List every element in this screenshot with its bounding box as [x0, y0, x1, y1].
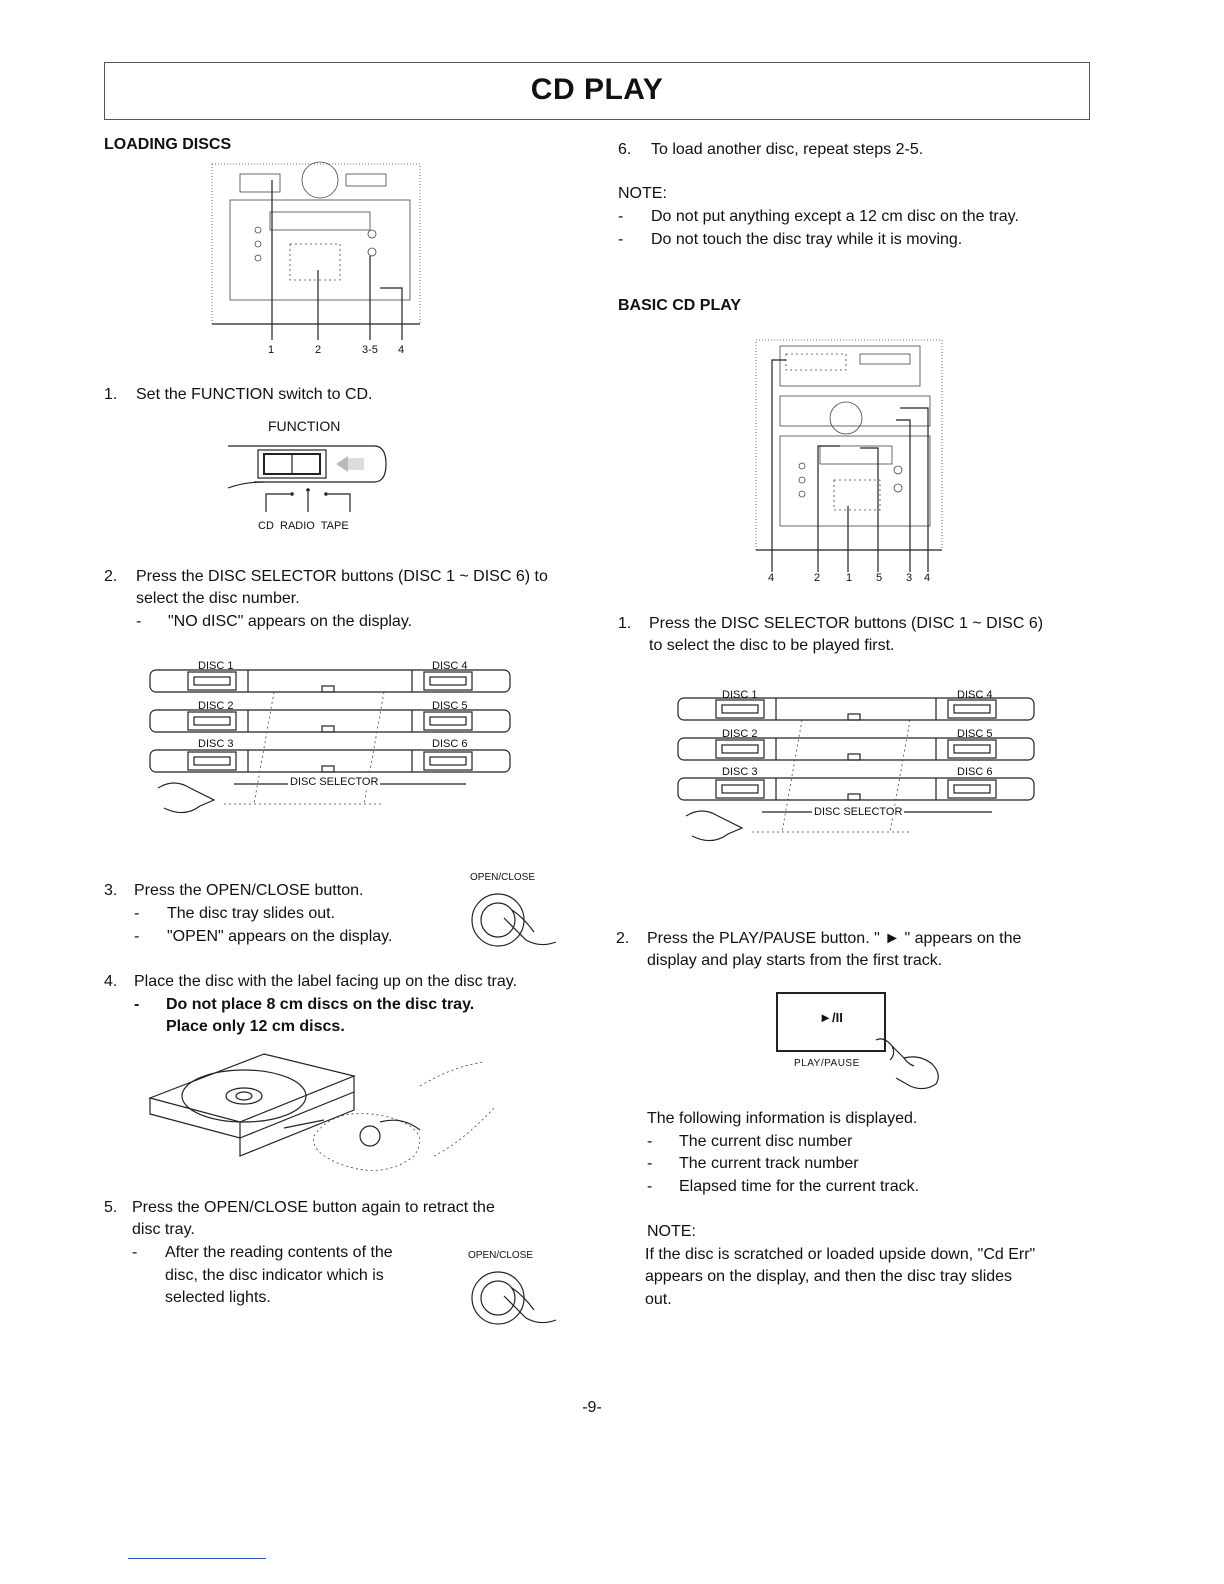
- section-title-basic-cd-play: BASIC CD PLAY: [618, 297, 741, 314]
- right-step2-text: Press the PLAY/PAUSE button. " ► " appears on the: [647, 930, 1022, 947]
- info-item3-text: Elapsed time for the current track.: [679, 1178, 920, 1195]
- info-item1-dash: -: [647, 1133, 653, 1150]
- page-number: -9-: [582, 1399, 602, 1416]
- right-disc3-label: DISC 3: [722, 766, 758, 778]
- right-step2-text-2: display and play starts from the first track.: [647, 952, 943, 969]
- step3-sub2-dash: -: [134, 928, 140, 945]
- step2-text: Press the DISC SELECTOR buttons (DISC 1 ~ DISC 6) to: [136, 568, 548, 585]
- step3-text: Press the OPEN/CLOSE button.: [134, 882, 364, 899]
- fig1-callout-2: 2: [315, 344, 322, 356]
- step3-number: 3.: [104, 882, 118, 899]
- step4-warning-2: Place only 12 cm discs.: [166, 1018, 345, 1035]
- step5-text: Press the OPEN/CLOSE button again to retract the: [132, 1199, 495, 1216]
- right-disc2-label: DISC 2: [722, 728, 758, 740]
- step6-number: 6.: [618, 141, 632, 158]
- note2-title: NOTE:: [647, 1223, 696, 1240]
- function-label: FUNCTION: [268, 418, 341, 434]
- step3-sub2-text: "OPEN" appears on the display.: [167, 928, 393, 945]
- left-disc3-label: DISC 3: [198, 738, 234, 750]
- fig2-callout-5: 5: [876, 572, 883, 584]
- pressing-hand-icon: [870, 1034, 950, 1094]
- step4-text: Place the disc with the label facing up on the disc tray.: [134, 973, 518, 990]
- info-item3-dash: -: [647, 1178, 653, 1195]
- step2-text-2: select the disc number.: [136, 590, 300, 607]
- info-item2-dash: -: [647, 1155, 653, 1172]
- info-intro: The following information is displayed.: [647, 1110, 918, 1127]
- step4-warning-dash: -: [134, 996, 140, 1013]
- step5-sub-text-1: After the reading contents of the: [165, 1244, 393, 1261]
- step4-number: 4.: [104, 973, 118, 990]
- step5-sub-dash: -: [132, 1244, 138, 1261]
- unit-front-illustration-1: [200, 160, 440, 360]
- open-close-button-illustration: [464, 888, 564, 958]
- step3-sub1-dash: -: [134, 905, 140, 922]
- right-step2-number: 2.: [616, 930, 630, 947]
- page-title: CD PLAY: [530, 73, 664, 106]
- right-step1-text-2: to select the disc to be played first.: [649, 637, 895, 654]
- step5-text-2: disc tray.: [132, 1221, 195, 1238]
- title-box: [104, 62, 1090, 120]
- fig1-callout-3-5: 3-5: [362, 344, 378, 356]
- section-title-loading-discs: LOADING DISCS: [104, 136, 232, 153]
- note2-line3: out.: [645, 1291, 672, 1308]
- right-disc5-label: DISC 5: [957, 728, 993, 740]
- note2-line2: appears on the display, and then the disc tray slides: [645, 1268, 1013, 1285]
- play-pause-symbol: ►/II: [819, 1010, 843, 1025]
- fig1-callout-4: 4: [398, 344, 405, 356]
- note1-item2-text: Do not touch the disc tray while it is moving.: [651, 231, 963, 248]
- function-switch-illustration: [224, 440, 394, 520]
- fig2-callout-3: 3: [906, 572, 913, 584]
- fig2-callout-4b: 4: [924, 572, 931, 584]
- right-disc1-label: DISC 1: [722, 689, 758, 701]
- note1-item1-text: Do not put anything except a 12 cm disc on the tray.: [651, 208, 1019, 225]
- open-close-label-2: OPEN/CLOSE: [468, 1250, 534, 1261]
- function-positions: CD RADIO TAPE: [258, 520, 349, 532]
- right-disc4-label: DISC 4: [957, 689, 993, 701]
- right-disc-selector-label: DISC SELECTOR: [814, 806, 903, 818]
- step1-text: Set the FUNCTION switch to CD.: [136, 386, 373, 403]
- step3-sub1-text: The disc tray slides out.: [167, 905, 336, 922]
- play-pause-label: PLAY/PAUSE: [794, 1058, 860, 1069]
- right-disc6-label: DISC 6: [957, 766, 993, 778]
- disc-tray-illustration: [144, 1046, 504, 1186]
- footer-rule: [128, 1558, 266, 1559]
- left-disc-selector-label: DISC SELECTOR: [290, 776, 379, 788]
- fig2-callout-1: 1: [846, 572, 853, 584]
- note1-item2-dash: -: [618, 231, 624, 248]
- fig1-callout-1: 1: [268, 344, 275, 356]
- note1-title: NOTE:: [618, 185, 667, 202]
- step4-warning-1: Do not place 8 cm discs on the disc tray.: [166, 996, 475, 1013]
- step5-number: 5.: [104, 1199, 118, 1216]
- step5-sub-text-3: selected lights.: [165, 1289, 271, 1306]
- step2-sub-dash: -: [136, 613, 142, 630]
- step1-number: 1.: [104, 386, 118, 403]
- note1-item1-dash: -: [618, 208, 624, 225]
- right-step1-text: Press the DISC SELECTOR buttons (DISC 1 ~ DISC 6): [649, 615, 1044, 632]
- info-item2-text: The current track number: [679, 1155, 859, 1172]
- left-disc4-label: DISC 4: [432, 660, 468, 672]
- step6-text: To load another disc, repeat steps 2-5.: [651, 141, 924, 158]
- left-disc1-label: DISC 1: [198, 660, 234, 672]
- left-disc2-label: DISC 2: [198, 700, 234, 712]
- unit-front-illustration-2: [750, 336, 950, 572]
- open-close-button-illustration-2: [464, 1266, 564, 1336]
- step2-sub-text: "NO dISC" appears on the display.: [168, 613, 413, 630]
- info-item1-text: The current disc number: [679, 1133, 853, 1150]
- fig2-callout-2: 2: [814, 572, 821, 584]
- open-close-label: OPEN/CLOSE: [470, 872, 536, 883]
- left-disc5-label: DISC 5: [432, 700, 468, 712]
- step2-number: 2.: [104, 568, 118, 585]
- note2-line1: If the disc is scratched or loaded upside down, "Cd Err": [645, 1246, 1036, 1263]
- right-step1-number: 1.: [618, 615, 632, 632]
- step5-sub-text-2: disc, the disc indicator which is: [165, 1267, 384, 1284]
- left-disc6-label: DISC 6: [432, 738, 468, 750]
- fig2-callout-4a: 4: [768, 572, 775, 584]
